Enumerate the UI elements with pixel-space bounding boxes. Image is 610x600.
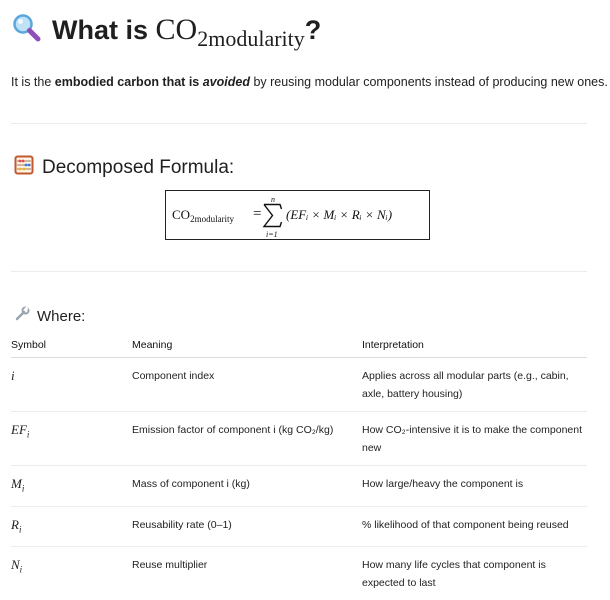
where-heading bbox=[14, 306, 85, 327]
table-row bbox=[11, 506, 587, 547]
symbol-sub: i bbox=[21, 483, 25, 494]
formula bbox=[166, 191, 429, 239]
interpretation-cell: % likelihood of that component being reused bbox=[362, 506, 587, 547]
page-title bbox=[52, 13, 322, 51]
sigma-icon bbox=[264, 205, 282, 227]
interpretation-cell: Applies across all modular parts (e.g., cabin, axle, battery housing) bbox=[362, 358, 587, 412]
divider bbox=[11, 271, 587, 272]
abacus-icon bbox=[14, 155, 34, 180]
magnifying-glass-icon bbox=[12, 13, 42, 48]
meaning-cell: Emission factor of component i (kg CO₂/kg) bbox=[132, 412, 362, 466]
meaning-cell: Mass of component i (kg) bbox=[132, 466, 362, 507]
symbol-cell bbox=[11, 412, 132, 466]
symbol-main: N bbox=[11, 557, 20, 573]
table-row bbox=[11, 547, 587, 600]
where-heading-title: Where: bbox=[37, 308, 86, 325]
header-interpretation: Interpretation bbox=[362, 335, 587, 358]
svg-text:CO2modularity bbox=[172, 207, 235, 224]
interpretation-cell: How many life cycles that component is expected to last bbox=[362, 559, 546, 590]
formula-lhs-main: CO bbox=[172, 207, 191, 222]
wrench-icon bbox=[14, 306, 30, 327]
symbol-cell bbox=[11, 466, 132, 507]
formula-equals: = bbox=[253, 206, 262, 222]
meaning-cell: Reuse multiplier bbox=[132, 559, 208, 572]
symbol-sub: i bbox=[19, 564, 23, 575]
symbol-main: R bbox=[11, 516, 19, 532]
formula-heading bbox=[14, 155, 234, 180]
intro-part1: It is the bbox=[11, 75, 55, 89]
title-co: CO bbox=[155, 13, 198, 46]
intro-bold-italic: avoided bbox=[202, 75, 250, 89]
header-meaning: Meaning bbox=[132, 335, 362, 358]
intro-bold: embodied carbon that is bbox=[54, 75, 203, 89]
symbol-cell bbox=[11, 547, 132, 600]
formula-lower-limit: i=1 bbox=[266, 230, 278, 239]
title-suffix: ? bbox=[304, 15, 322, 45]
formula-upper-limit: n bbox=[271, 195, 275, 204]
meaning-cell: Component index bbox=[132, 358, 362, 412]
formula-box bbox=[165, 190, 430, 240]
symbol-cell bbox=[11, 506, 132, 547]
interpretation-cell: How CO₂-intensive it is to make the component new bbox=[362, 412, 587, 466]
header-symbol: Symbol bbox=[11, 335, 132, 358]
divider bbox=[11, 123, 587, 124]
table-row bbox=[11, 412, 587, 466]
title-prefix: What is bbox=[52, 15, 149, 45]
intro-text bbox=[11, 75, 608, 89]
page-title-row bbox=[12, 8, 321, 52]
table-row bbox=[11, 466, 587, 507]
symbol-sub: i bbox=[26, 429, 30, 440]
table-header-row bbox=[11, 335, 587, 358]
meaning-cell: Reusability rate (0–1) bbox=[132, 506, 362, 547]
symbol-main: EF bbox=[11, 422, 27, 437]
title-subscript: 2modularity bbox=[197, 26, 305, 51]
symbol-sub: i bbox=[18, 524, 22, 535]
symbol-main: M bbox=[11, 476, 22, 491]
interpretation-cell: How large/heavy the component is bbox=[362, 466, 587, 507]
formula-lhs-sub: 2modularity bbox=[190, 214, 235, 224]
formula-heading-title: Decomposed Formula: bbox=[42, 156, 235, 178]
symbol-table bbox=[11, 335, 587, 600]
formula-body: (EFᵢ × Mᵢ × Rᵢ × Nᵢ) bbox=[286, 207, 393, 222]
symbol-cell bbox=[11, 358, 132, 412]
table-row bbox=[11, 358, 587, 412]
intro-part2: by reusing modular components instead of producing new ones. bbox=[249, 75, 608, 89]
symbol-main: i bbox=[11, 368, 15, 383]
